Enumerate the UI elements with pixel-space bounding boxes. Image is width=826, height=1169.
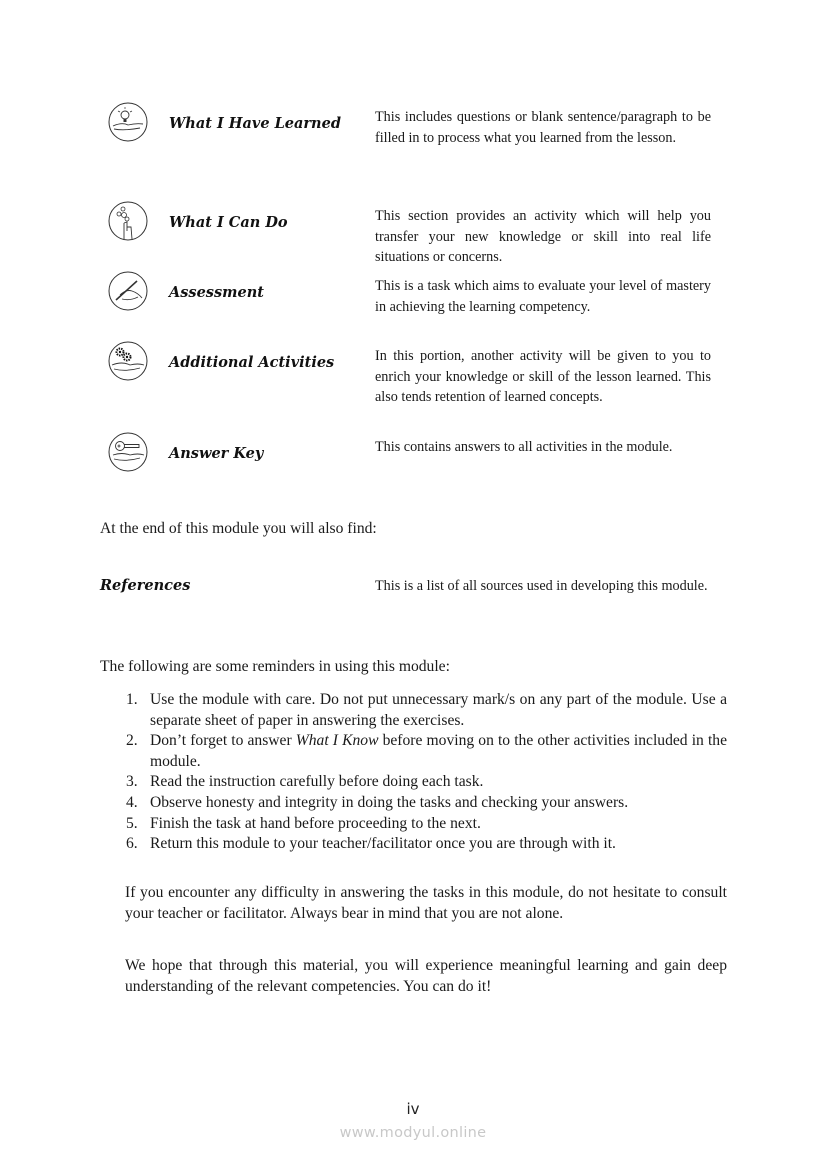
watermark-text: www.modyul.online xyxy=(339,1125,487,1141)
page-number: iv xyxy=(406,1100,420,1118)
list-item xyxy=(126,690,727,731)
list-number: 2. xyxy=(126,732,138,750)
section-label: Assessment xyxy=(169,284,264,301)
list-number: 3. xyxy=(126,773,138,791)
list-number: 4. xyxy=(126,793,138,811)
section-label: Additional Activities xyxy=(169,354,335,371)
list-text: Use the module with care. Do not put unnecessary mark/s on any part of the module. Use a separate sheet of paper in answering the exercises. xyxy=(150,691,727,729)
references-description: This is a list of all sources used in developing this module. xyxy=(375,578,708,594)
list-text: Read the instruction carefully before doing each task. xyxy=(150,773,484,791)
list-text: Observe honesty and integrity in doing the tasks and checking your answers. xyxy=(150,793,629,811)
section-description: This is a task which aims to evaluate your level of mastery in achieving the learning competency. xyxy=(375,278,711,315)
reminders-intro-text: The following are some reminders in using this module: xyxy=(100,658,450,675)
references-label: References xyxy=(100,577,191,594)
list-item xyxy=(126,793,727,814)
pen-writing-icon xyxy=(108,271,148,311)
list-item xyxy=(126,834,727,855)
hand-gears-icon xyxy=(108,201,148,241)
section-label: What I Can Do xyxy=(169,214,288,231)
section-description: In this portion, another activity will be given to you to enrich your knowledge or skill of the lesson learned. This also tends retention of learned concepts. xyxy=(375,348,711,406)
section-label: Answer Key xyxy=(169,445,264,462)
reminders-list xyxy=(126,690,727,855)
list-text: before moving on to the other activities included in the module. xyxy=(150,732,727,770)
gears-hand-icon xyxy=(108,341,148,381)
list-text: Finish the task at hand before proceeding to the next. xyxy=(150,814,481,832)
list-text: Return this module to your teacher/facilitator once you are through with it. xyxy=(150,835,616,853)
lightbulb-hand-icon xyxy=(108,102,148,142)
end-intro-text: At the end of this module you will also find: xyxy=(100,520,377,537)
list-number: 6. xyxy=(126,835,138,853)
section-description: This section provides an activity which will help you transfer your new knowledge or skill into real life situations or concerns. xyxy=(375,208,711,266)
key-hand-icon xyxy=(108,432,148,472)
closing-paragraph-1: If you encounter any difficulty in answering the tasks in this module, do not hesitate to consult your teacher or facilitator. Always bear in mind that you are not alone. xyxy=(125,884,727,922)
list-number: 5. xyxy=(126,814,138,832)
closing-paragraph-2: We hope that through this material, you will experience meaningful learning and gain deep understanding of the relevant competencies. You can do it! xyxy=(125,957,727,995)
list-number: 1. xyxy=(126,691,138,708)
section-description: This includes questions or blank sentence/paragraph to be filled in to process what you learned from the lesson. xyxy=(375,109,711,146)
list-text-italic: What I Know xyxy=(295,732,379,750)
list-item xyxy=(126,772,727,793)
section-description: This contains answers to all activities in the module. xyxy=(375,439,673,455)
section-label: What I Have Learned xyxy=(169,115,341,132)
list-text: Don’t forget to answer xyxy=(150,732,296,750)
list-item xyxy=(126,731,727,772)
list-item xyxy=(126,814,727,835)
